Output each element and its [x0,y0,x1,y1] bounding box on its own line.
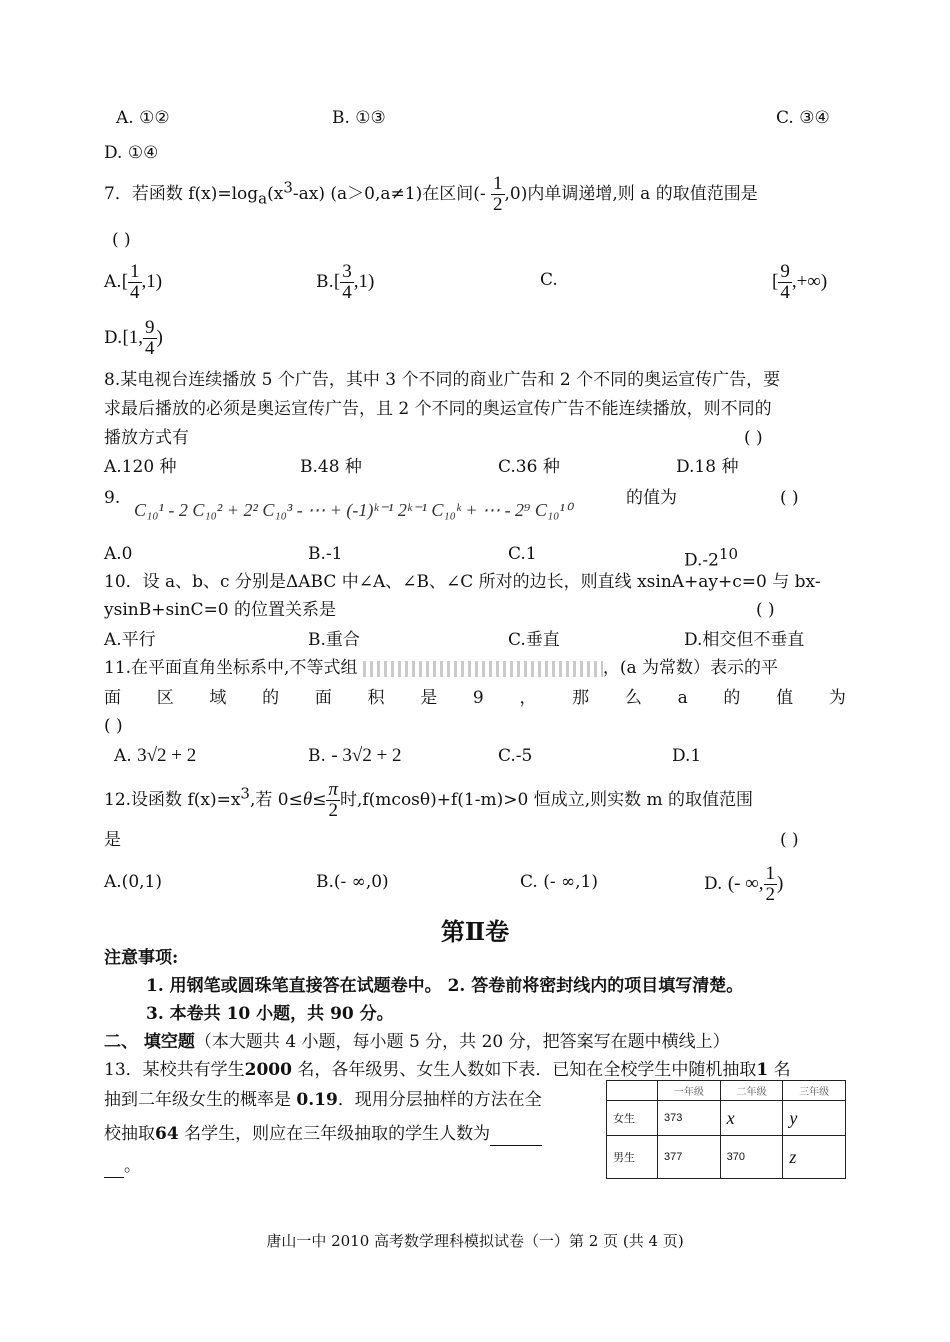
q9-option-a: A.0 [104,544,133,564]
table-row [607,1136,846,1179]
q11-stem: 11.在平面直角坐标系中,不等式组 ，(a 为常数）表示的平 [104,658,779,678]
table-cell: 373 [658,1101,721,1136]
q8-option-c: C.36 种 [498,457,560,477]
inequality-system-image [363,661,603,677]
q11-option-d: D.1 [672,746,702,766]
q12-option-c: C. (- ∞,1) [520,872,599,892]
table-header-cell: 一年级 [658,1081,721,1101]
q13-answer-blank[interactable] [490,1129,542,1146]
q8-line-2: 求最后播放的必须是奥运宣传广告，且 2 个不同的奥运宣传广告不能连续播放，则不同的 [104,399,772,419]
section-heading: 二、 填空题（本大题共 4 小题，每小题 5 分，共 20 分，把答案写在题中横线上） [104,1032,730,1052]
page-footer: 唐山一中 2010 高考数学理科模拟试卷（一）第 2 页 (共 4 页) [266,1232,684,1250]
q11-line-2: 面 区 域 的 面 积 是 9 ， 那 么 a 的 值 为 [104,688,846,708]
q9-option-d: $D.-2^{10}$ [684,545,739,571]
table-header-cell: 二年级 [720,1081,783,1101]
q13-answer-blank-cont[interactable] [104,1161,124,1178]
q9-stem-tail: 的值为 [626,488,677,508]
q9-answer-paren: ( ) [780,488,799,508]
q13-line-1: 13．某校共有学生2000 名，各年级男、女生人数如下表．已知在全校学生中随机抽取1 名 [104,1060,791,1080]
q8-line-1: 8.某电视台连续播放 5 个广告，其中 3 个不同的商业广告和 2 个不同的奥运宣传广告，要 [104,370,781,390]
q12-option-a: A.(0,1) [104,872,162,892]
table-header-cell [607,1081,658,1101]
table-cell: 男生 [607,1136,658,1179]
q7-option-d: D.[1, $\frac{9}{4}$ ) [104,317,163,359]
notice-item-1-2: 1. 用钢笔或圆珠笔直接答在试题卷中。 2. 答卷前将密封线内的项目填写清楚。 [146,976,744,996]
q12-option-d: D. (- ∞, $\frac{1}{2}$ ) [704,863,784,905]
notice-item-3: 3. 本卷共 10 小题，共 90 分。 [146,1004,394,1024]
grade-gender-table [606,1080,846,1179]
q11-option-b: B. - 3√2 + 2 [308,745,402,766]
q9-number: 9. [104,488,121,508]
q8-answer-paren: ( ) [744,428,763,448]
q7-interval-fraction: $\frac{1}{2}$ [493,173,503,215]
table-cell: 女生 [607,1101,658,1136]
table-cell: 370 [720,1136,783,1179]
part-two-title: 第Ⅱ卷 [440,917,510,946]
table-cell: z [783,1136,846,1179]
q9-option-b: B.-1 [308,544,343,564]
q10-option-d: D.相交但不垂直 [684,630,805,650]
q10-option-a: A.平行 [104,630,156,650]
q6-option-d: D. ①④ [104,143,159,163]
q7-option-b: B.[ $\frac{3}{4}$ ,1) [316,261,375,303]
q7-answer-paren: ( ) [112,230,131,250]
q7-option-c: [ $\frac{9}{4}$ ,+∞) [772,261,828,303]
q9-formula: C₁₀¹ - 2 C₁₀² + 2² C₁₀³ - ⋯ + (-1)ᵏ⁻¹ 2ᵏ⁻¹ C₁₀ᵏ + ⋯ - 2⁹ C₁₀¹⁰ [134,500,572,520]
q12-answer-paren: ( ) [780,830,799,850]
q10-line-1: 10．设 a、b、c 分别是ΔABC 中∠A、∠B、∠C 所对的边长，则直线 xsinA+ay+c=0 与 bx- [104,572,821,592]
q11-option-a: A. 3√2 + 2 [114,745,197,766]
table-header-row [607,1081,846,1101]
q12-stem: 12.设函数 $f(x)=x^3$,若 0≤θ≤ $\frac{\pi}{2}$ 时,f(mcosθ)+f(1-m)>0 恒成立,则实数 m 的取值范围 [104,779,754,821]
q13-line-3: 校抽取64 名学生，则应在三年级抽取的学生人数为 [104,1122,542,1146]
q8-line-3: 播放方式有 [104,428,189,448]
q7-stem: 7．若函数 $f(x)=\log_a(x^3-ax)$ (a＞0,a≠1)在区间(- $\frac{1}{2}$ ,0)内单调递增,则 a 的取值范围是 [104,173,758,215]
q8-option-b: B.48 种 [300,457,362,477]
q6-option-a: A. ①② [116,108,170,128]
q8-option-d: D.18 种 [676,457,739,477]
q10-line-2: ysinB+sinC=0 的位置关系是 [104,600,337,620]
q6-option-b: B. ①③ [332,108,386,128]
q10-option-b: B.重合 [308,630,360,650]
notice-title: 注意事项: [104,948,179,968]
q7-option-a: A.[ $\frac{1}{4}$ ,1) [104,261,163,303]
q11-option-c: C.-5 [498,746,533,766]
table-cell: 377 [658,1136,721,1179]
table-header-cell: 三年级 [783,1081,846,1101]
table-cell: y [783,1101,846,1136]
q9-option-c: C.1 [508,544,537,564]
q13-line-2: 抽到二年级女生的概率是 0.19．现用分层抽样的方法在全 [104,1090,542,1110]
q8-option-a: A.120 种 [104,457,177,477]
q10-option-c: C.垂直 [508,630,560,650]
q11-answer-paren: ( ) [104,716,123,736]
table-row [607,1101,846,1136]
q7-option-c-label: C. [540,270,558,290]
q13-line-4: 。 [104,1154,141,1178]
q10-answer-paren: ( ) [756,600,775,620]
q6-option-c: C. ③④ [776,108,830,128]
q12-option-b: B.(- ∞,0) [316,872,389,892]
q12-line-2: 是 [104,830,121,850]
table-cell: x [720,1101,783,1136]
